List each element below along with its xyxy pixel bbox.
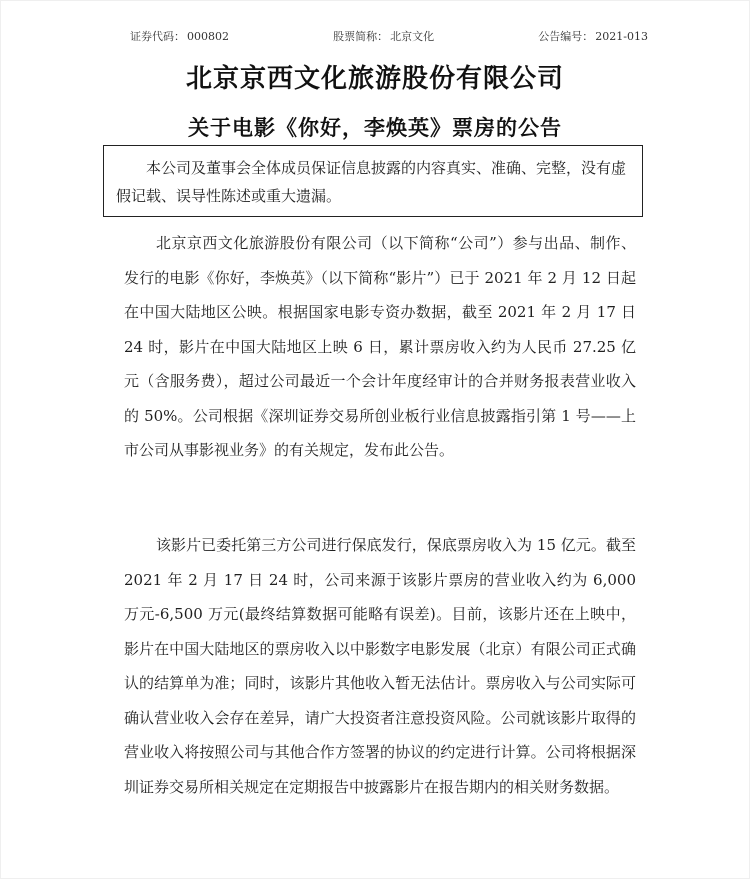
notice-title: 关于电影《你好，李焕英》票房的公告 xyxy=(188,116,562,140)
document-header xyxy=(130,28,650,44)
stock-code-label: 证券代码： xyxy=(130,30,185,43)
stock-name-label: 股票简称： xyxy=(333,30,389,43)
notice-number-value: 2021-013 xyxy=(595,30,648,43)
company-title: 北京京西文化旅游股份有限公司 xyxy=(185,64,564,94)
stock-code xyxy=(130,28,231,44)
notice-number xyxy=(538,28,650,44)
paragraph-box-office: 北京京西文化旅游股份有限公司（以下简称“公司”）参与出品、制作、发行的电影《你好，李焕英》（以下简称“影片”）已于 2021 年 2 月 12 日起在中国大陆地区公映。根据国家电影专资办数据，截至 2021 年 2 月 17 日 24 时，影片在中国大陆地区上映 6 日，累计票房收入约为人民币 27.25 亿元（含服务费），超过公司最近一个会计年度经审计的合并财务报表营业收入的 50%。公司根据《深圳证券交易所创业板行业信息披露指引第 1 号——上市公司从事影视业务》的有关规定，发布此公告。 xyxy=(124,234,636,459)
paragraph-revenue: 该影片已委托第三方公司进行保底发行，保底票房收入为 15 亿元。截至 2021 年 2 月 17 日 24 时，公司来源于该影片票房的营业收入约为 6,000 万元-6,500 万元(最终结算数据可能略有误差)。目前，该影片还在上映中，影片在中国大陆地区的票房收入以中影数字电影发展（北京）有限公司正式确认的结算单为准；同时，该影片其他收入暂无法估计。票房收入与公司实际可确认营业收入会存在差异，请广大投资者注意投资风险。公司就该影片取得的营业收入将按照公司与其他合作方签署的协议的约定进行计算。公司将根据深圳证券交易所相关规定在定期报告中披露影片在报告期内的相关财务数据。 xyxy=(124,536,636,796)
disclaimer-box: 本公司及董事会全体成员保证信息披露的内容真实、准确、完整，没有虚假记载、误导性陈述或重大遗漏。 xyxy=(103,145,643,217)
stock-name-value: 北京文化 xyxy=(390,30,435,43)
stock-code-value: 000802 xyxy=(187,30,229,43)
notice-number-label: 公告编号： xyxy=(538,30,594,43)
stock-name xyxy=(333,28,436,44)
